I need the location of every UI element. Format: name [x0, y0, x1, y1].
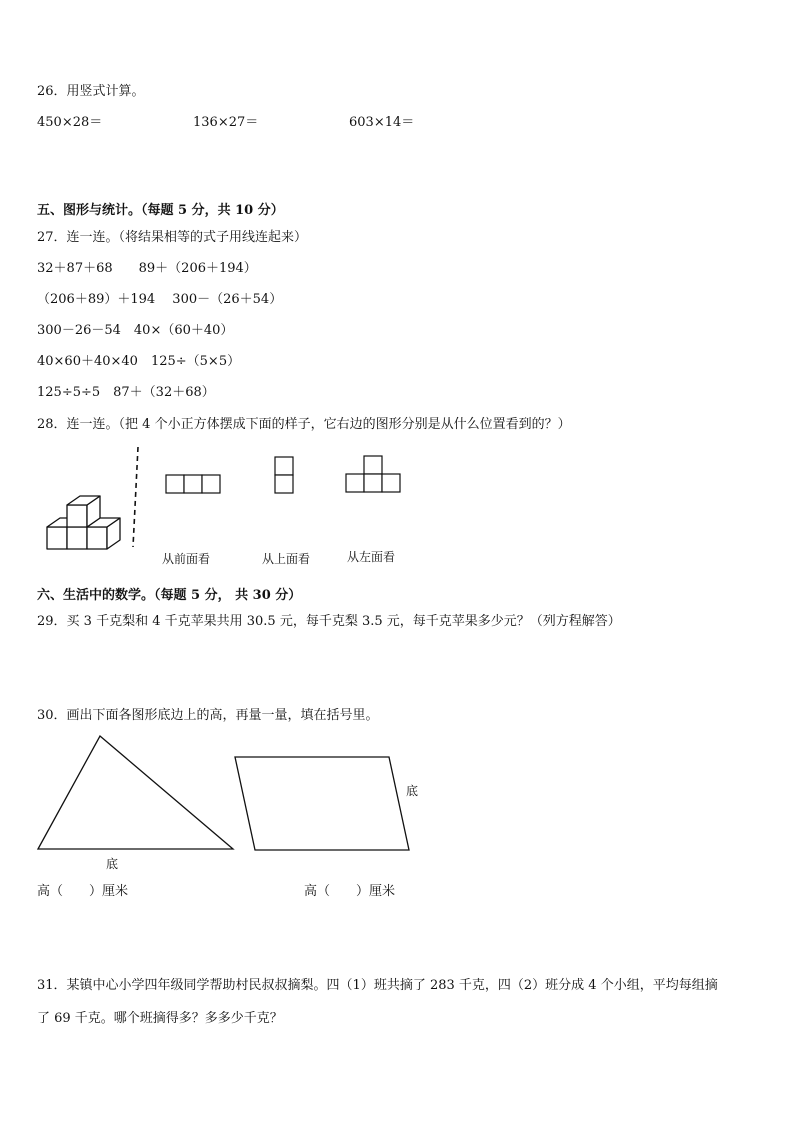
q26-title: 26．用竖式计算。 [37, 84, 145, 99]
q27-row-2: （206＋89）＋194 300－（26＋54） [37, 292, 283, 307]
answer-left: 高（ ）厘米 [37, 884, 129, 899]
q27-row-1: 32＋87＋68 89＋（206＋194） [37, 261, 257, 276]
top-view-shape [274, 456, 298, 498]
cube-figure [40, 490, 130, 555]
q30-title: 30．画出下面各图形底边上的高，再量一量，填在括号里。 [37, 708, 379, 723]
q26-item-1: 450×28＝ [37, 115, 103, 130]
front-view-shape [165, 474, 225, 496]
q31-line-1: 31．某镇中心小学四年级同学帮助村民叔叔摘梨。四（1）班共摘了 283 千克，四（2）班分成 4 个小组，平均每组摘 [37, 978, 718, 993]
q27-row-3: 300－26－54 40×（60＋40） [37, 323, 234, 338]
section5-heading: 五、图形与统计。（每题 5 分，共 10 分） [37, 203, 284, 218]
q26-item-2: 136×27＝ [193, 115, 259, 130]
q27-row-5: 125÷5÷5 87＋（32＋68） [37, 385, 215, 400]
q27-title: 27．连一连。（将结果相等的式子用线连起来） [37, 230, 308, 245]
view-label-top: 从上面看 [262, 552, 311, 566]
answer-right: 高（ ）厘米 [304, 884, 396, 899]
q26-item-3: 603×14＝ [349, 115, 415, 130]
triangle-base-label: 底 [106, 857, 119, 871]
parallelogram-figure [233, 754, 413, 854]
dashed-divider [130, 445, 142, 550]
q31-line-2: 了 69 千克。哪个班摘得多？多多少千克？ [37, 1011, 283, 1026]
q29-title: 29．买 3 千克梨和 4 千克苹果共用 30.5 元，每千克梨 3.5 元，每千克苹果多少元？（列方程解答） [37, 614, 621, 629]
q27-row-4: 40×60＋40×40 125÷（5×5） [37, 354, 241, 369]
section6-heading: 六、生活中的数学。（每题 5 分， 共 30 分） [37, 588, 302, 603]
view-label-left: 从左面看 [347, 550, 396, 564]
triangle-figure [36, 733, 236, 853]
view-label-front: 从前面看 [162, 552, 211, 566]
parallelogram-base-label: 底 [406, 784, 419, 798]
left-view-shape [345, 455, 405, 497]
q28-title: 28．连一连。（把 4 个小正方体摆成下面的样子，它右边的图形分别是从什么位置看到的？） [37, 417, 571, 432]
